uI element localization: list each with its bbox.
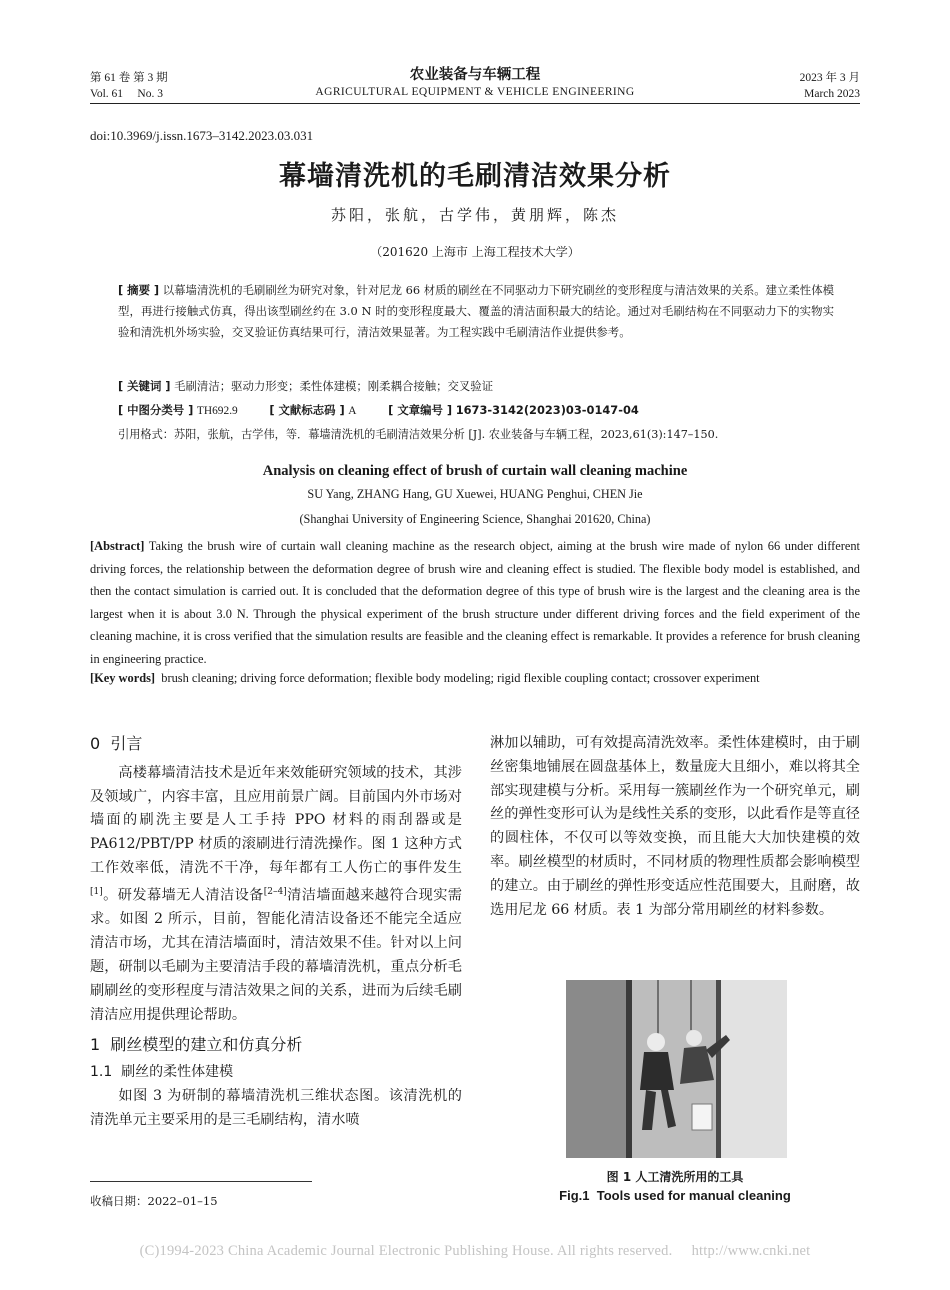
- copyright-watermark: (C)1994-2023 China Academic Journal Electronic Publishing House. All rights reserved. http://www.cnki.net: [139, 1243, 811, 1259]
- intro-text-a: 高楼幕墙清洁技术是近年来效能研究领域的技术，其涉及领域广，内容丰富，且应用前景广阔。目前国内外市场对墙面的刷洗主要是人工手持 PPO 材料的雨刮器或是 PA612/PBT/PP 材质的滚刷进行清洗操作。图 1 这种方式工作效率低，清洗不干净，每年都有工人伤亡的事件发生: [90, 764, 462, 876]
- english-authors: SU Yang, ZHANG Hang, GU Xuewei, HUANG Penghui, CHEN Jie: [307, 487, 643, 501]
- english-abstract-label: [Abstract]: [90, 539, 145, 553]
- ref-1: [1]: [90, 886, 103, 897]
- received-date: 收稿日期：2022–01–15: [90, 1194, 218, 1208]
- intro-text-b: 。研发幕墙无人清洁设备: [102, 887, 264, 904]
- paper-title: 幕墙清洗机的毛刷清洁效果分析: [279, 161, 671, 192]
- journal-name-en: AGRICULTURAL EQUIPMENT & VEHICLE ENGINEERING: [315, 86, 635, 98]
- journal-name: [280, 66, 670, 100]
- issue-date: [800, 70, 860, 102]
- english-keywords-label: [Key words]: [90, 671, 156, 685]
- keywords-cn-text: 毛刷清洁；驱动力形变；柔性体建模；刚柔耦合接触；交叉验证: [174, 379, 494, 393]
- affiliation: （201620 上海市 上海工程技术大学）: [370, 245, 580, 259]
- right-column: [490, 732, 860, 922]
- english-abstract-text: Taking the brush wire of curtain wall cleaning machine as the research object, aiming at the brush wire made of nylon 66 under different driving forces, the relationship between the deformation degree of brush wire and cleaning effect is studied. The flexible body model is established, and then the contact simulation is carried out. It is concluded that the deformation degree of this type of brush wire is the largest and the cleaning area is the largest when it is about 3.0 N. Through the physical experiment of the brush structure under different driving forces and the field experiment of the cleaning machine, it is cross verified that the simulation results are feasible and the cleaning effect is remarkable. It provides a reference for brush cleaning in engineering practice.: [90, 539, 860, 666]
- classification-line: [118, 400, 834, 421]
- abstract-cn-label: [ 摘要 ]: [118, 283, 160, 297]
- figure-1-caption-en: Fig.1 Tools used for manual cleaning: [559, 1188, 791, 1203]
- english-abstract: [90, 535, 860, 671]
- clc-label: [ 中图分类号 ]: [118, 403, 194, 417]
- doc-code-label: [ 文献标志码 ]: [269, 403, 345, 417]
- english-title: Analysis on cleaning effect of brush of curtain wall cleaning machine: [262, 463, 688, 479]
- english-affiliation: (Shanghai University of Engineering Science, Shanghai 201620, China): [299, 512, 651, 526]
- english-keywords-text: brush cleaning; driving force deformation; flexible body modeling; rigid flexible coupling contact; crossover experiment: [155, 671, 760, 685]
- citation: 引用格式：苏阳，张航，古学伟，等．幕墙清洗机的毛刷清洁效果分析 [J]. 农业装备与车辆工程，2023,61(3):147–150.: [118, 428, 719, 441]
- issue-volume-en: Vol. 61 No. 3: [90, 88, 163, 100]
- section-1-1-paragraph: 如图 3 为研制的幕墙清洗机三维状态图。该清洗机的清洗单元主要采用的是三毛刷结构，清水喷: [90, 1087, 462, 1128]
- header-rule: [90, 103, 860, 104]
- english-keywords: [90, 668, 860, 688]
- section-1-heading: 1 刷丝模型的建立和仿真分析: [90, 1035, 303, 1055]
- intro-paragraph: [90, 762, 462, 1028]
- section-1-1-heading: 1.1 刷丝的柔性体建模: [90, 1064, 234, 1081]
- abstract-cn: [118, 280, 834, 343]
- figure-1-photo: [566, 980, 787, 1158]
- clc-value: TH692.9: [196, 405, 238, 417]
- abstract-cn-text: 以幕墙清洗机的毛刷刷丝为研究对象，针对尼龙 66 材质的刷丝在不同驱动力下研究刷丝的变形程度与清洁效果的关系。建立柔性体模型，再进行接触式仿真，得出该型刷丝约在 3.0 N 时的变形程度最大、覆盖的清洁面积最大的结论。通过对毛刷结构在不同驱动力下的实物实验和清洗机外场实验，交叉验证仿真结果可行，清洁效果显著。为工程实践中毛刷清洁作业提供参考。: [118, 283, 834, 339]
- issue-info: [90, 70, 168, 102]
- doi: doi:10.3969/j.issn.1673–3142.2023.03.031: [90, 128, 314, 143]
- authors: 苏阳，张航，古学伟，黄朋辉，陈杰: [330, 206, 619, 224]
- window-cleaners-illustration: [566, 980, 787, 1158]
- doc-code-value: A: [348, 405, 357, 417]
- journal-name-cn: 农业装备与车辆工程: [409, 67, 541, 83]
- ref-2-4: [2–4]: [263, 886, 287, 897]
- issue-date-en: March 2023: [804, 88, 860, 100]
- issue-date-cn: 2023 年 3 月: [799, 72, 860, 84]
- figure-1-caption-cn: 图 1 人工清洗所用的工具: [606, 1170, 744, 1184]
- footnote-rule: [90, 1181, 312, 1182]
- keywords-cn-label: [ 关键词 ]: [118, 379, 171, 393]
- issue-volume-cn: 第 61 卷 第 3 期: [90, 72, 168, 84]
- right-continued-paragraph: 淋加以辅助，可有效提高清洗效率。柔性体建模时，由于刷丝密集地铺展在圆盘基体上，数量庞大且细小，难以将其全部实现建模与分析。采用每一簇刷丝作为一个研究单元，刷丝的弹性变形可认为是线性关系的变形，以此看作是等直径的圆柱体，不仅可以等效变换，而且能大大加快建模的效率。刷丝模型的材质时，不同材质的物理性质都会影响模型的建立。由于刷丝的弹性形变适应性范围要大，且耐磨，故选用尼龙 66 材质。表 1 为部分常用刷丝的材料参数。: [490, 735, 860, 918]
- article-no-value: 1673-3142(2023)03-0147-04: [455, 403, 639, 417]
- keywords-cn: [118, 376, 834, 396]
- left-column: [90, 732, 462, 1132]
- section-0-heading: 0 引言: [90, 734, 143, 753]
- article-no-label: [ 文章编号 ]: [388, 403, 453, 417]
- intro-text-c: 清洁墙面越来越符合现实需求。如图 2 所示，目前，智能化清洁设备还不能完全适应清洁市场，尤其在清洁墙面时，清洁效果不佳。针对以上问题，研制以毛刷为主要清洁手段的幕墙清洗机，重点分析毛刷刷丝的变形程度与清洁效果之间的关系，进而为后续毛刷清洁应用提供理论帮助。: [90, 887, 462, 1023]
